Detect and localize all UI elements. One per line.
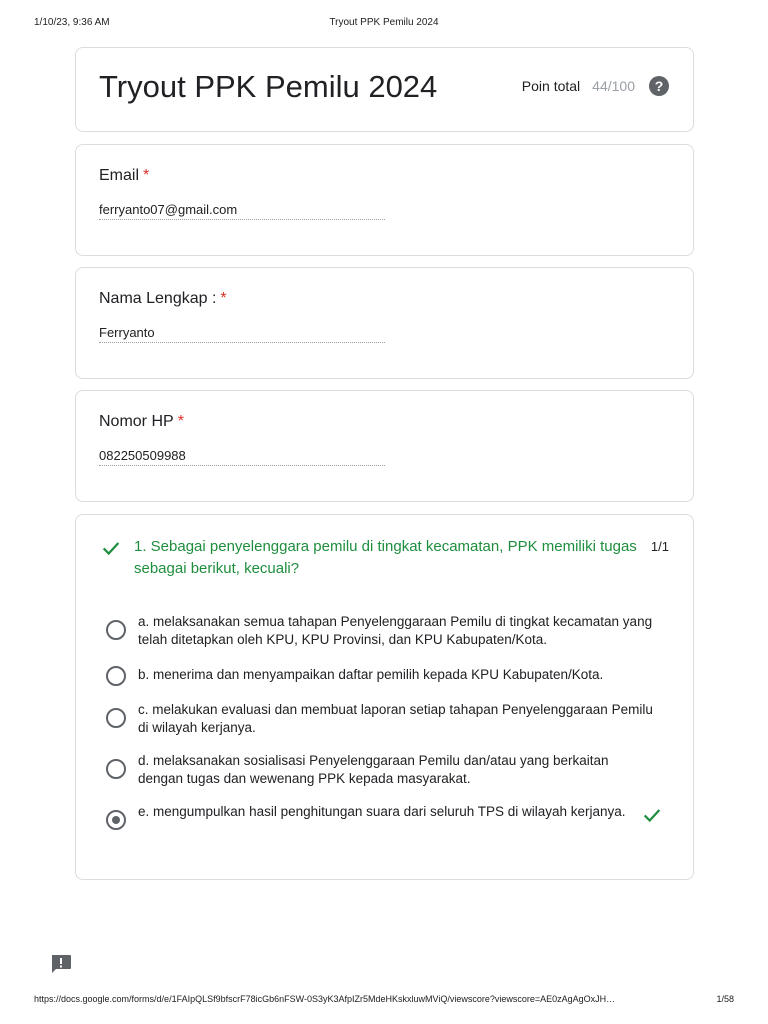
name-label: Nama Lengkap : * (99, 290, 227, 307)
check-icon (100, 537, 122, 559)
radio-unchecked-icon[interactable] (106, 620, 126, 640)
print-url: https://docs.google.com/forms/d/e/1FAIpQLSf9bfscrF78icGb6nFSW-0S3yK3AfpIZr5MdeHKskxluwMViQ/viewscore?viewscore=AE0zAgAgOxJH… (34, 994, 616, 1004)
help-icon[interactable]: ? (649, 76, 669, 96)
name-answer: Ferryanto (99, 325, 385, 343)
phone-question-card (75, 390, 694, 502)
radio-unchecked-icon[interactable] (106, 708, 126, 728)
form-header-card (75, 47, 694, 132)
points-value: 44/100 (592, 78, 635, 94)
print-footer (34, 994, 734, 1008)
option-text: e. mengumpulkan hasil penghitungan suara dari seluruh TPS di wilayah kerjanya. (138, 804, 626, 819)
radio-checked-icon[interactable] (106, 810, 126, 830)
print-datetime: 1/10/23, 9:36 AM (34, 17, 110, 28)
required-asterisk: * (220, 290, 227, 307)
print-page-title: Tryout PPK Pemilu 2024 (329, 17, 439, 28)
option-text: b. menerima dan menyampaikan daftar pemilih kepada KPU Kabupaten/Kota. (138, 667, 604, 682)
email-question-card (75, 144, 694, 256)
correct-answer-check-icon (641, 804, 663, 826)
form-title: Tryout PPK Pemilu 2024 (99, 69, 438, 104)
option-text: d. melaksanakan sosialisasi Penyelenggaraan Pemilu dan/atau yang berkaitan dengan tugas dan wewenang PPK kepada masyarakat. (138, 753, 609, 786)
name-question-card (75, 267, 694, 379)
email-answer: ferryanto07@gmail.com (99, 202, 385, 220)
phone-answer: 082250509988 (99, 448, 385, 466)
print-page-number: 1/58 (716, 994, 734, 1004)
points-label: Poin total (521, 78, 581, 94)
feedback-icon[interactable] (50, 954, 72, 974)
radio-unchecked-icon[interactable] (106, 666, 126, 686)
phone-label: Nomor HP * (99, 413, 184, 430)
quiz-question-card (75, 514, 694, 880)
question-text: 1. Sebagai penyelenggara pemilu di tingkat kecamatan, PPK memiliki tugas sebagai berikut, kecuali? (134, 538, 637, 577)
option-text: a. melaksanakan semua tahapan Penyelenggaraan Pemilu di tingkat kecamatan yang telah ditetapkan oleh KPU, KPU Provinsi, dan KPU Kabupaten/Kota. (138, 614, 653, 647)
radio-unchecked-icon[interactable] (106, 759, 126, 779)
required-asterisk: * (143, 167, 150, 184)
print-header (34, 17, 734, 31)
option-text: c. melakukan evaluasi dan membuat laporan setiap tahapan Penyelenggaraan Pemilu di wilayah kerjanya. (138, 702, 653, 735)
required-asterisk: * (177, 413, 184, 430)
email-label: Email * (99, 167, 150, 184)
total-points (522, 76, 669, 96)
question-score: 1/1 (650, 539, 669, 554)
